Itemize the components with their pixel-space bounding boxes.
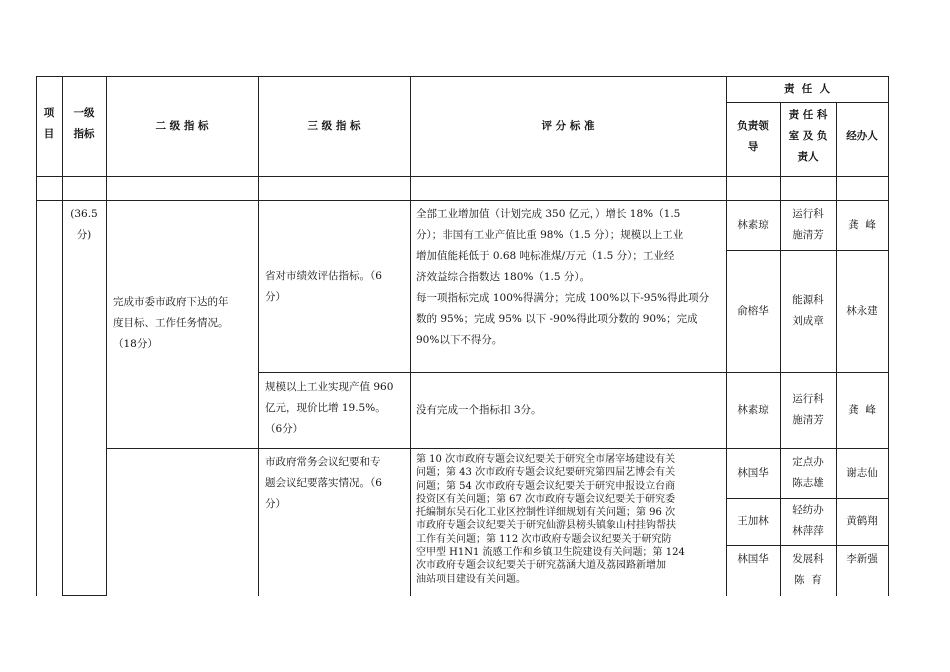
grid-line	[726, 250, 889, 251]
dept-line: 运行科	[792, 208, 824, 220]
header-item-line: 项	[43, 107, 55, 119]
header-dept-line: 责人	[797, 151, 819, 163]
criteria-line: 市政府专题会议纪要关于研究仙游县榜头镇象山村挂钩帮扶	[416, 520, 676, 532]
grid-line	[36, 176, 889, 177]
row-a-level3	[265, 266, 382, 308]
criteria-line: 次市政府专题会议纪要关于研究荔涵大道及荔园路新增加	[416, 560, 666, 572]
grid-line	[726, 545, 889, 546]
row-c1-handler: 谢志仙	[846, 467, 878, 479]
row-a-dept	[780, 204, 836, 246]
header-level1-line: 一级	[73, 107, 95, 119]
grid-line	[62, 595, 106, 596]
grid-line	[62, 76, 63, 596]
row-a2-dept	[780, 290, 836, 332]
row-b-dept	[780, 389, 836, 431]
row-b-level3-line: 亿元，现价比增 19.5%。	[265, 402, 386, 414]
criteria-line: 分）；非国有工业产值比重 98%（1.5 分）；规模以上工业	[416, 229, 684, 241]
header-dept-line: 责 任 科	[788, 109, 828, 121]
header-leader-line: 导	[747, 141, 759, 153]
row-c3-dept	[780, 549, 836, 591]
row-c1-leader: 林国华	[737, 467, 769, 479]
row-c-level3-line: 市政府常务会议纪要和专	[265, 456, 381, 468]
criteria-line: 托编制东吴石化工业区控制性详细规划有关问题；第 96 次	[416, 507, 676, 519]
grid-line	[106, 76, 107, 596]
row-a-level3-line: 分）	[265, 291, 286, 303]
grid-line	[258, 372, 889, 373]
grid-line	[36, 76, 889, 77]
criteria-line: 全部工业增加值（计划完成 350 亿元，）增长 18%（1.5	[416, 208, 681, 220]
header-level3: 三 级 指 标	[307, 120, 361, 132]
grid-line	[36, 76, 37, 596]
row-b-criteria: 没有完成一个指标扣 3分。	[416, 404, 542, 416]
header-item	[36, 103, 62, 145]
grid-line	[726, 498, 889, 499]
criteria-line: 每一项指标完成 100%得满分；完成 100%以下-95%得此项分	[416, 292, 710, 304]
row-c3-leader: 林国华	[737, 553, 769, 565]
criteria-line: 油站项目建设有关问题。	[416, 573, 526, 585]
header-level1-line: 指标	[73, 128, 95, 140]
row-a2-leader: 俞榕华	[737, 305, 769, 317]
row-c2-leader: 王加林	[737, 515, 769, 527]
criteria-line: 数的 95%；完成 95% 以下 -90%得此项分数的 90%；完成	[416, 313, 698, 325]
header-item-line: 目	[43, 128, 55, 140]
header-dept	[780, 105, 836, 168]
header-level2: 二 级 指 标	[155, 120, 209, 132]
row-a-level3-line: 省对市绩效评估指标。（6	[265, 270, 382, 282]
row-b-leader: 林素琼	[737, 404, 769, 416]
dept-line: 发展科	[792, 553, 824, 565]
section-level2-line: （18分）	[113, 338, 158, 350]
grid-line	[888, 76, 889, 596]
row-b-level3-line: 规模以上工业实现产值 960	[265, 381, 394, 393]
header-leader	[726, 116, 780, 158]
grid-line	[410, 76, 411, 596]
section-level2	[113, 292, 229, 355]
row-a2-handler: 林永建	[846, 305, 878, 317]
grid-line	[36, 200, 889, 201]
criteria-line: 问题；第 43 次市政府专题会议纪要研究第四届艺博会有关	[416, 467, 676, 479]
criteria-line: 增加值能耗低于 0.68 吨标准煤/万元（1.5 分）；工业经	[416, 250, 675, 262]
dept-line: 刘成章	[792, 315, 824, 327]
row-c-level3-line: 分）	[265, 498, 286, 510]
row-c-level3-line: 题会议纪要落实情况。（6	[265, 477, 382, 489]
section-score-line: (36.5	[70, 208, 98, 220]
criteria-line: 问题；第 54 次市政府专题会议纪要关于研究申报设立台商	[416, 480, 676, 492]
row-c-level3	[265, 452, 382, 515]
header-dept-line: 室 及 负	[788, 130, 828, 142]
criteria-line: 90%以下不得分。	[416, 334, 503, 346]
row-a-leader: 林素琼	[737, 219, 769, 231]
section-score	[62, 204, 106, 246]
grid-line	[106, 448, 889, 449]
row-b-level3-line: （6分）	[265, 423, 304, 435]
row-b-handler: 龚 峰	[848, 404, 876, 416]
dept-line: 施清芳	[792, 414, 824, 426]
row-a-criteria	[416, 204, 709, 351]
row-c2-handler: 黄鹤翔	[846, 515, 878, 527]
dept-line: 能源科	[792, 294, 824, 306]
section-level2-line: 度目标、工作任务情况。	[113, 317, 229, 329]
row-b-level3	[265, 377, 393, 440]
dept-line: 轻纺办	[792, 504, 824, 516]
dept-line: 陈志雄	[792, 477, 824, 489]
row-c2-dept	[780, 500, 836, 542]
grid-line	[726, 102, 889, 103]
row-c3-handler: 李新强	[846, 553, 878, 565]
section-score-line: 分)	[76, 229, 92, 241]
grid-line	[258, 76, 259, 596]
header-criteria: 评 分 标 准	[541, 120, 595, 132]
row-a-handler: 龚 峰	[848, 219, 876, 231]
criteria-line: 空甲型 H1N1 流感工作和乡镇卫生院建设有关问题；第 124	[416, 547, 685, 559]
dept-line: 运行科	[792, 393, 824, 405]
row-c1-dept	[780, 452, 836, 494]
criteria-line: 济效益综合指数达 180%（1.5 分）。	[416, 271, 591, 283]
header-leader-line: 负责领	[737, 120, 769, 132]
dept-line: 定点办	[792, 456, 824, 468]
header-level1	[62, 103, 106, 145]
row-c-criteria	[416, 453, 685, 586]
criteria-line: 第 10 次市政府专题会议纪要关于研究全市屠宰场建设有关	[416, 454, 676, 465]
section-level2-line: 完成市委市政府下达的年	[113, 296, 229, 308]
dept-line: 林萍萍	[792, 525, 824, 537]
dept-line: 施清芳	[792, 229, 824, 241]
header-responsible: 责 任 人	[783, 83, 831, 95]
criteria-line: 工作有关问题；第 112 次市政府专题会议纪要关于研究防	[416, 533, 672, 545]
criteria-line: 投资区有关问题；第 67 次市政府专题会议纪要关于研究委	[416, 493, 676, 505]
dept-line: 陈 育	[794, 574, 822, 586]
header-handler: 经办人	[846, 130, 878, 142]
